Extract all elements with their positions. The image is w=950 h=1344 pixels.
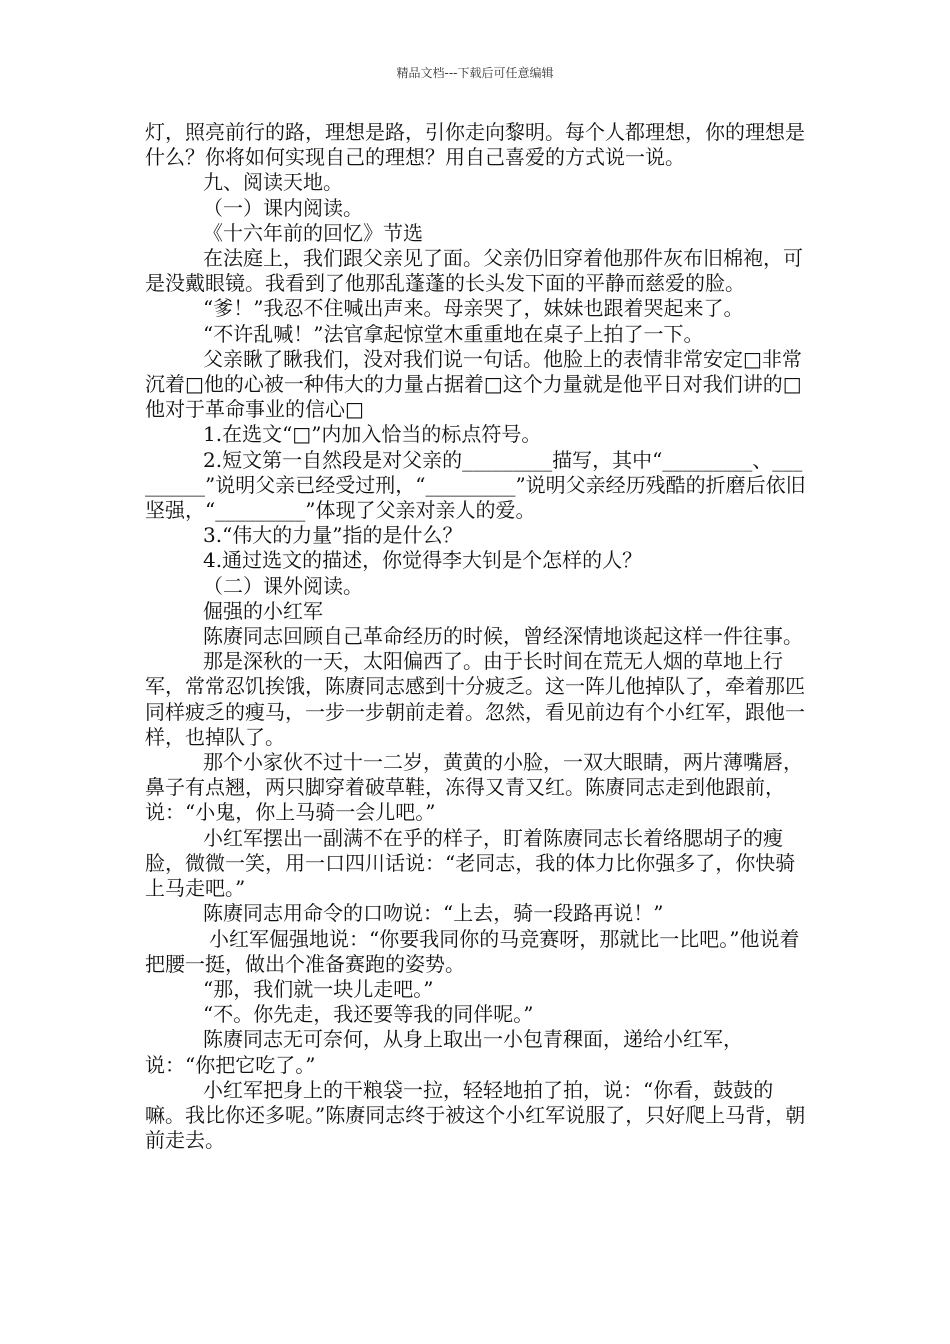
paragraph-autumn-day: 那是深秋的一天，太阳偏西了。由于长时间在荒无人烟的草地上行军，常常忍饥挨饿，陈赓同志感到十分疲乏。这一阵儿他掉队了，牵着那匹同样疲乏的瘦马，一步一步朝前走着。忽然，看见前边有个小红军，跟他一样，也掉队了。 xyxy=(145,649,805,749)
subsection-heading-extracurricular: （二）课外阅读。 xyxy=(203,573,363,598)
section-heading-reading: 九、阅读天地。 xyxy=(203,170,343,195)
paragraph-ration-bag: 小红军把身上的干粮袋一拉，轻轻地拍了拍，说：“你看，鼓鼓的嘛。我比你还多呢。”陈赓同志终于被这个小红军说服了，只好爬上马背，朝前走去。 xyxy=(145,1077,806,1153)
paragraph-court: 在法庭上，我们跟父亲见了面。父亲仍旧穿着他那件灰布旧棉袍，可是没戴眼镜。我看到了他那乱蓬蓬的长头发下面的平静而慈爱的脸。 xyxy=(145,246,803,296)
paragraph-father-calm: 父亲瞅了瞅我们，没对我们说一句话。他脸上的表情非常安定□非常沉着□他的心被一种伟大的力量占据着□这个力量就是他平日对我们讲的□他对于革命事业的信心□ xyxy=(145,346,802,422)
paragraph-wait-companion: “不。你先走，我还要等我的同伴呢。” xyxy=(203,1002,534,1027)
paragraph-command: 陈赓同志用命令的口吻说：“上去，骑一段路再说！” xyxy=(203,901,664,926)
paragraph-judge: “不许乱喊！”法官拿起惊堂木重重地在桌子上拍了一下。 xyxy=(203,321,704,346)
question-2: 2.短文第一自然段是对父亲的_________描写，其中“_________、_________”说明父亲已经受过刑，“_________”说明父亲经历残酷的折磨后依旧坚强，“_________”体现了父亲对亲人的爱。 xyxy=(145,447,806,523)
paragraph-little-guy: 那个小家伙不过十一二岁，黄黄的小脸，一双大眼睛，两片薄嘴唇，鼻子有点翘，两只脚穿着破草鞋，冻得又青又红。陈赓同志走到他跟前，说：“小鬼，你上马骑一会儿吧。” xyxy=(145,750,803,825)
paragraph-dad-cry: “爹！”我忍不住喊出声来。母亲哭了，妹妹也跟着哭起来了。 xyxy=(203,296,744,321)
question-1: 1.在选文“□”内加入恰当的标点符号。 xyxy=(203,422,542,447)
document-body xyxy=(145,120,807,1153)
page-header: 精品文档---下载后可任意编辑 xyxy=(396,66,554,80)
paragraph-ideal-intro: 灯，照亮前行的路，理想是路，引你走向黎明。每个人都理想，你的理想是什么？你将如何实现自己的理想？用自己喜爱的方式说一说。 xyxy=(145,120,805,170)
paragraph-stubborn: 小红军倔强地说：“你要我同你的马竞赛呀，那就比一比吧。”他说着把腰一挺，做出个准备赛跑的姿势。 xyxy=(145,926,800,976)
question-3: 3.“伟大的力量”指的是什么？ xyxy=(203,523,463,548)
paragraph-careless-look: 小红军摆出一副满不在乎的样子，盯着陈赓同志长着络腮胡子的瘦脸，微微一笑，用一口四川话说：“老同志，我的体力比你强多了，你快骑上马走吧。” xyxy=(145,825,796,901)
paragraph-barley: 陈赓同志无可奈何，从身上取出一小包青稞面，递给小红军，说：“你把它吃了。” xyxy=(145,1027,743,1077)
passage-title-red-army: 倔强的小红军 xyxy=(203,598,323,623)
paragraph-chen-geng-intro: 陈赓同志回顾自己革命经历的时候，曾经深情地谈起这样一件往事。 xyxy=(203,624,803,649)
paragraph-walk-together: “那，我们就一块儿走吧。” xyxy=(203,976,434,1001)
subsection-heading-in-class: （一）课内阅读。 xyxy=(203,195,363,220)
passage-title-memory: 《十六年前的回忆》节选 xyxy=(203,220,423,245)
question-4: 4.通过选文的描述，你觉得李大钊是个怎样的人？ xyxy=(203,548,643,573)
